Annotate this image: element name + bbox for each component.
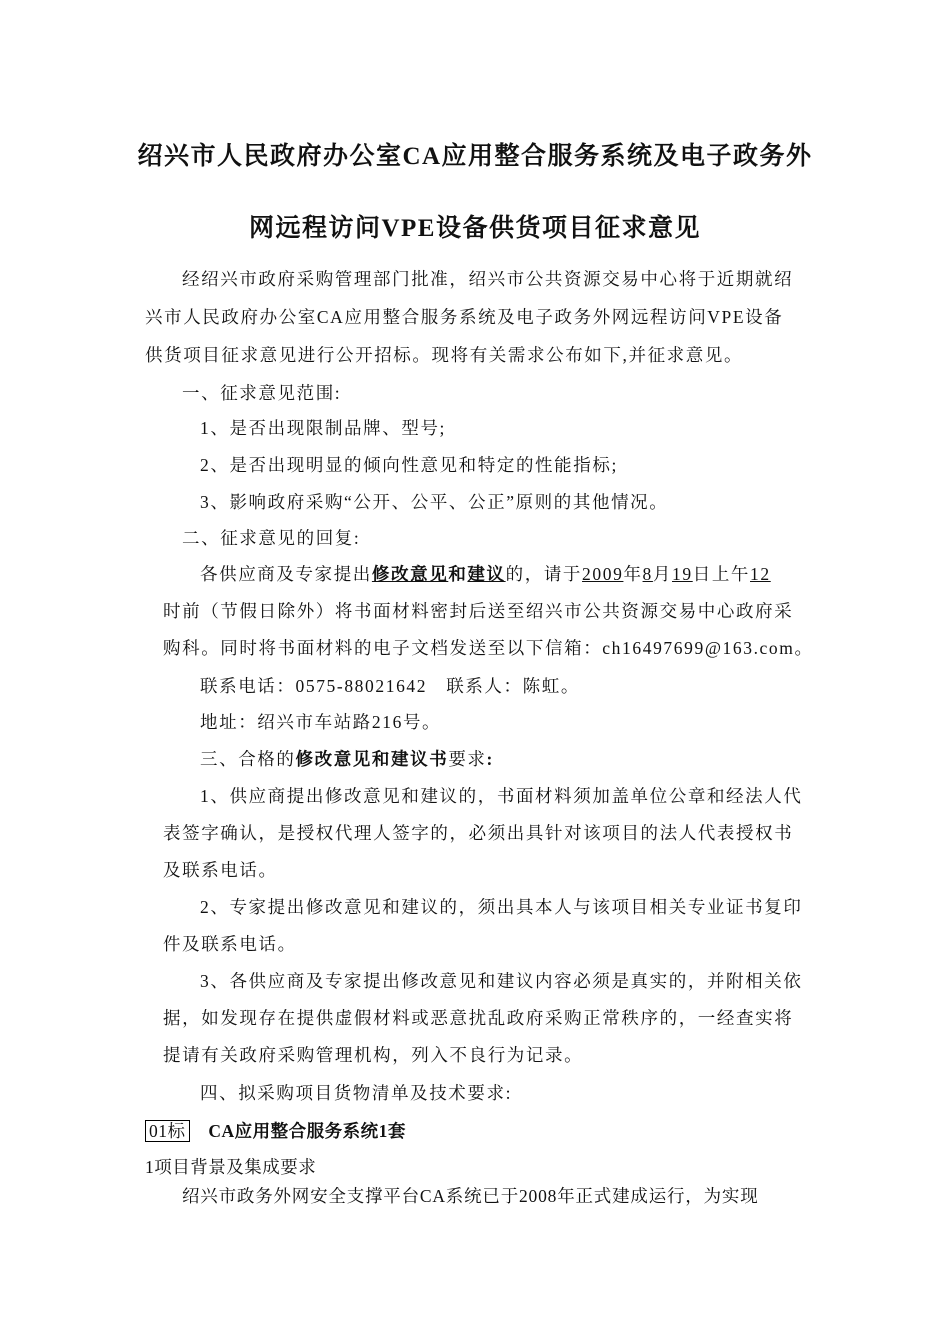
section-1-item-1: 1、是否出现限制品牌、型号; bbox=[200, 418, 447, 438]
section-2-heading: 二、征求意见的回复: bbox=[182, 528, 361, 548]
intro-line-2: 兴市人民政府办公室CA应用整合服务系统及电子政务外网远程访问VPE设备 bbox=[145, 307, 784, 327]
reply-line-1 bbox=[200, 561, 771, 586]
address-line: 地址：绍兴市车站路216号。 bbox=[200, 712, 442, 732]
reply-line-3: 购科。同时将书面材料的电子文档发送至以下信箱：ch16497699@163.com。 bbox=[163, 638, 814, 658]
section-3-heading-colon: : bbox=[486, 749, 494, 769]
section-3-p3-line-1: 3、各供应商及专家提出修改意见和建议内容必须是真实的，并附相关依 bbox=[200, 971, 803, 991]
reply-day: 19 bbox=[672, 564, 693, 584]
reply-day-unit: 日上午 bbox=[692, 564, 751, 584]
intro-line-3: 供货项目征求意见进行公开招标。现将有关需求公布如下,并征求意见。 bbox=[145, 345, 744, 365]
reply-year-unit: 年 bbox=[623, 564, 643, 584]
subsection-heading: 1项目背景及集成要求 bbox=[145, 1157, 317, 1177]
section-3-heading-prefix: 三、合格的 bbox=[200, 749, 296, 769]
intro-line-1: 经绍兴市政府采购管理部门批准，绍兴市公共资源交易中心将于近期就绍 bbox=[182, 269, 794, 289]
reply-hour: 12 bbox=[750, 564, 771, 584]
section-1-heading: 一、征求意见范围: bbox=[182, 383, 342, 403]
section-3-heading bbox=[200, 746, 494, 771]
section-3-p2-line-1: 2、专家提出修改意见和建议的，须出具本人与该项目相关专业证书复印 bbox=[200, 897, 803, 917]
reply-mid: 的，请于 bbox=[505, 564, 583, 584]
reply-line-2: 时前（节假日除外）将书面材料密封后送至绍兴市公共资源交易中心政府采 bbox=[163, 601, 794, 621]
reply-month: 8 bbox=[642, 564, 653, 584]
subsection-line-1: 绍兴市政务外网安全支撑平台CA系统已于2008年正式建成运行，为实现 bbox=[182, 1186, 759, 1206]
section-1-item-3: 3、影响政府采购“公开、公平、公正”原则的其他情况。 bbox=[200, 492, 669, 512]
document-title-line-1: 绍兴市人民政府办公室CA应用整合服务系统及电子政务外 bbox=[137, 143, 813, 170]
section-3-heading-suffix: 要求 bbox=[448, 749, 487, 769]
section-3-p2-line-2: 件及联系电话。 bbox=[163, 934, 297, 954]
section-4-heading: 四、拟采购项目货物清单及技术要求: bbox=[200, 1083, 513, 1103]
reply-year: 2009 bbox=[582, 564, 624, 584]
reply-bold-suggestion: 建议 bbox=[467, 564, 506, 584]
reply-bold-revision: 修改意见 bbox=[371, 564, 449, 584]
lot-title: CA应用整合服务系统1套 bbox=[208, 1121, 406, 1141]
lot-heading bbox=[145, 1118, 406, 1143]
section-1-item-2: 2、是否出现明显的倾向性意见和特定的性能指标; bbox=[200, 455, 618, 475]
contact-line: 联系电话：0575-88021642 联系人：陈虹。 bbox=[200, 676, 580, 696]
section-3-heading-bold: 修改意见和建议书 bbox=[295, 749, 449, 769]
lot-label: 01标 bbox=[145, 1120, 190, 1142]
section-3-p3-line-3: 提请有关政府采购管理机构，列入不良行为记录。 bbox=[163, 1045, 584, 1065]
reply-bold-and: 和 bbox=[448, 564, 468, 584]
reply-month-unit: 月 bbox=[652, 564, 673, 584]
section-3-p1-line-3: 及联系电话。 bbox=[163, 860, 278, 880]
reply-prefix: 各供应商及专家提出 bbox=[200, 564, 372, 584]
section-3-p1-line-2: 表签字确认，是授权代理人签字的，必须出具针对该项目的法人代表授权书 bbox=[163, 823, 794, 843]
section-3-p3-line-2: 据，如发现存在提供虚假材料或恶意扰乱政府采购正常秩序的，一经查实将 bbox=[163, 1008, 794, 1028]
section-3-p1-line-1: 1、供应商提出修改意见和建议的，书面材料须加盖单位公章和经法人代 bbox=[200, 786, 803, 806]
document-title-line-2: 网远程访问VPE设备供货项目征求意见 bbox=[248, 215, 701, 242]
